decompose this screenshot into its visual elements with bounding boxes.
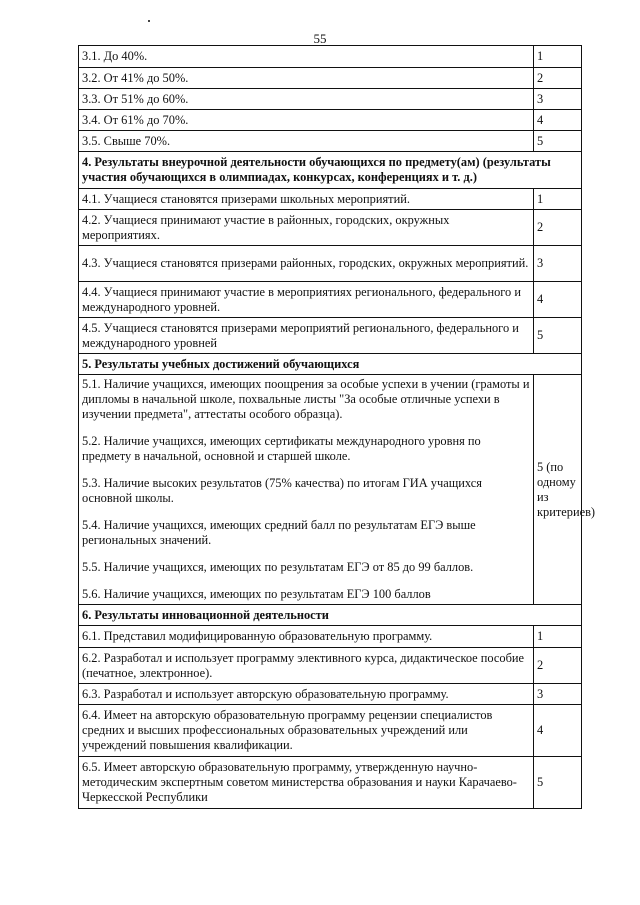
- criterion-score: 1: [534, 189, 582, 210]
- criterion-text: 3.1. До 40%.: [79, 46, 534, 68]
- criterion-row: [79, 189, 582, 210]
- criterion-row: [79, 210, 582, 246]
- criterion-row: [79, 757, 582, 809]
- criteria-table-body: [79, 46, 596, 809]
- criterion-text: 5.4. Наличие учащихся, имеющих средний балл по результатам ЕГЭ выше региональных значений.: [82, 518, 476, 547]
- criterion-text: 4.3. Учащиеся становятся призерами районных, городских, окружных мероприятий.: [79, 246, 534, 282]
- criterion-row: [79, 282, 582, 318]
- criterion-text: 5.3. Наличие высоких результатов (75% качества) по итогам ГИА учащихся основной школы.: [82, 476, 482, 505]
- section-heading: 6. Результаты инновационной деятельности: [79, 605, 582, 626]
- section-row: [79, 152, 582, 189]
- criterion-text: 6.5. Имеет авторскую образовательную программу, утвержденную научно-методическим экспертным советом министерства образования и науки Карачаево-Черкесской Республики: [79, 757, 534, 809]
- criterion-row: [79, 648, 582, 684]
- criterion-text: 3.2. От 41% до 50%.: [79, 68, 534, 89]
- criterion-text: 5.6. Наличие учащихся, имеющих по результатам ЕГЭ 100 баллов: [82, 587, 431, 601]
- criterion-score: 1: [534, 46, 582, 68]
- section-heading: 5. Результаты учебных достижений обучающихся: [79, 354, 582, 375]
- criterion-score: 4: [534, 282, 582, 318]
- criterion-row: [79, 705, 582, 757]
- criterion-score: 4: [534, 705, 582, 757]
- page-number: 55: [313, 31, 327, 46]
- criteria-table: [78, 45, 596, 809]
- criterion-row: [79, 684, 582, 705]
- criterion-score: 2: [534, 648, 582, 684]
- criterion-score: 5: [534, 318, 582, 354]
- criterion-row: [79, 131, 582, 152]
- criterion-score: 4: [534, 110, 582, 131]
- criterion-text: 4.4. Учащиеся принимают участие в мероприятиях регионального, федерального и международного уровней.: [79, 282, 534, 318]
- criterion-score: 5: [534, 757, 582, 809]
- criterion-score: 3: [534, 246, 582, 282]
- criterion-row: [79, 246, 582, 282]
- criterion-row: [79, 89, 582, 110]
- criterion-text: 4.2. Учащиеся принимают участие в районных, городских, окружных мероприятиях.: [79, 210, 534, 246]
- section-heading: 4. Результаты внеурочной деятельности обучающихся по предмету(ам) (результаты участия обучающихся в олимпиадах, конкурсах, конференциях и т. д.): [79, 152, 582, 189]
- criteria-group-5-score: 5 (по одному из критериев): [534, 375, 582, 605]
- criterion-text: 6.2. Разработал и использует программу элективного курса, дидактическое пособие (печатное, электронное).: [79, 648, 534, 684]
- criterion-text: 5.1. Наличие учащихся, имеющих поощрения за особые успехи в учении (грамоты и дипломы в начальной школе, похвальные листы "За особые отличные успехи в изучении предмета", аттестаты особого образца).: [82, 377, 530, 421]
- criterion-text: 4.5. Учащиеся становятся призерами мероприятий регионального, федерального и международного уровней: [79, 318, 534, 354]
- criterion-score: 5: [534, 131, 582, 152]
- criterion-score: 2: [534, 210, 582, 246]
- section-row: [79, 605, 582, 626]
- criterion-row: [79, 110, 582, 131]
- criterion-text: 3.3. От 51% до 60%.: [79, 89, 534, 110]
- criterion-score: 2: [534, 68, 582, 89]
- criterion-row: [79, 68, 582, 89]
- criterion-text: 6.1. Представил модифицированную образовательную программу.: [79, 626, 534, 648]
- criterion-score: 3: [534, 89, 582, 110]
- criterion-text: 3.5. Свыше 70%.: [79, 131, 534, 152]
- criterion-text: 6.3. Разработал и использует авторскую образовательную программу.: [79, 684, 534, 705]
- criterion-text: 6.4. Имеет на авторскую образовательную программу рецензии специалистов средних и высших профессиональных образовательных учреждений или учреждений повышения квалификации.: [79, 705, 534, 757]
- criterion-text: 5.5. Наличие учащихся, имеющих по результатам ЕГЭ от 85 до 99 баллов.: [82, 560, 474, 574]
- section-row: [79, 354, 582, 375]
- criteria-group-5-list: [79, 375, 534, 605]
- criterion-row: [79, 46, 582, 68]
- criteria-group-5-row: [79, 375, 582, 605]
- criterion-row: [79, 318, 582, 354]
- criterion-row: [79, 626, 582, 648]
- criterion-score: 1: [534, 626, 582, 648]
- criterion-text: 5.2. Наличие учащихся, имеющих сертификаты международного уровня по предмету в начальной, основной и старшей школе.: [82, 434, 481, 463]
- criterion-score: 3: [534, 684, 582, 705]
- criterion-text: 4.1. Учащиеся становятся призерами школьных мероприятий.: [79, 189, 534, 210]
- criterion-text: 3.4. От 61% до 70%.: [79, 110, 534, 131]
- scan-speck: [148, 20, 150, 22]
